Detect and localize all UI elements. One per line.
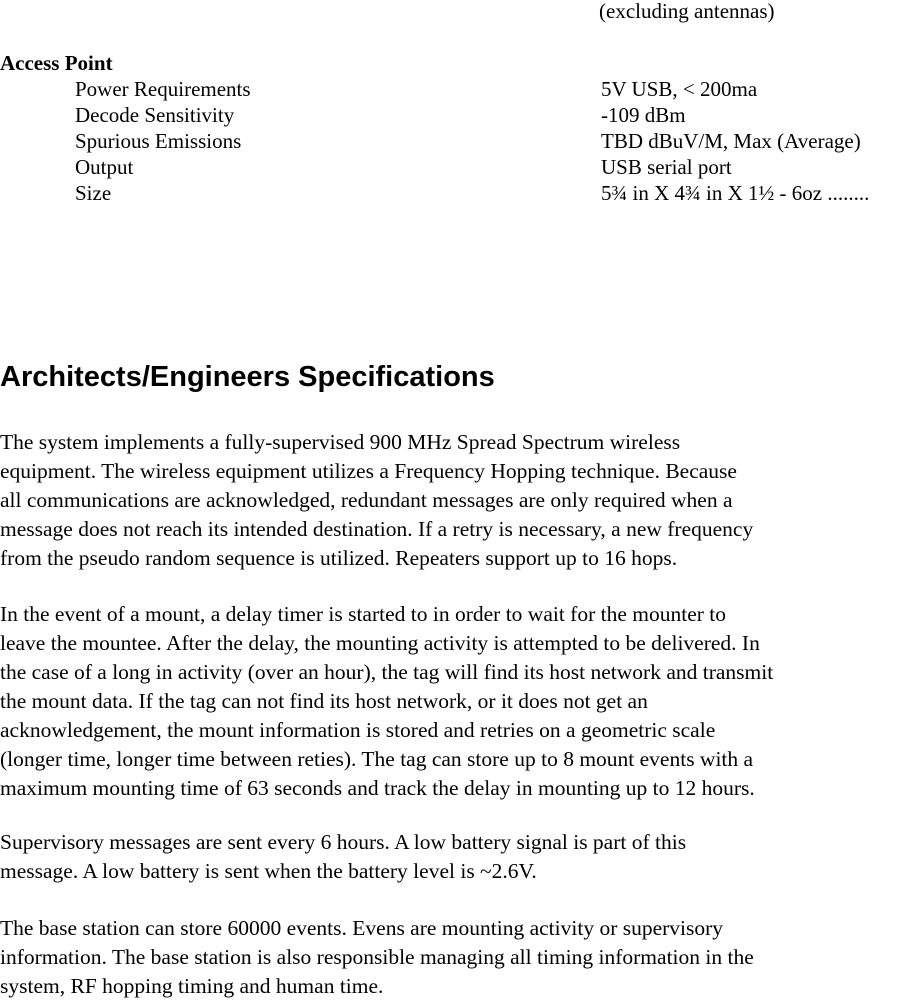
paragraph-line: leave the mountee. After the delay, the mounting activity is attempted to be delivered. In [0, 631, 760, 655]
access-point-heading: Access Point [0, 51, 113, 75]
paragraph-line: In the event of a mount, a delay timer is started to in order to wait for the mounter to [0, 602, 727, 626]
paragraph-line: the mount data. If the tag can not find its host network, or it does not get an [0, 689, 648, 713]
spec-row-emissions [0, 129, 898, 155]
paragraph-supervisory [0, 828, 898, 886]
spec-label: Power Requirements [75, 77, 251, 101]
paragraph-line: equipment. The wireless equipment utilizes a Frequency Hopping technique. Because [0, 459, 737, 483]
spec-value: TBD dBuV/M, Max (Average) [601, 129, 861, 153]
spec-value: USB serial port [601, 155, 732, 179]
paragraph-line: acknowledgement, the mount information is stored and retries on a geometric scale [0, 718, 716, 742]
paragraph-system [0, 428, 898, 573]
paragraph-base-station [0, 914, 898, 1001]
spec-label: Output [75, 155, 134, 179]
paragraph-line: Supervisory messages are sent every 6 hours. A low battery signal is part of this [0, 830, 687, 854]
spec-value: 5¾ in X 4¾ in X 1½ - 6oz ........ [601, 181, 870, 205]
spec-row-power [0, 77, 898, 103]
paragraph-line: message does not reach its intended destination. If a retry is necessary, a new frequency [0, 517, 754, 541]
spec-label: Size [75, 181, 112, 205]
spec-label: Spurious Emissions [75, 129, 242, 153]
antenna-note: (excluding antennas) [599, 0, 775, 23]
spec-label: Decode Sensitivity [75, 103, 235, 127]
paragraph-line: all communications are acknowledged, redundant messages are only required when a [0, 488, 733, 512]
paragraph-line: message. A low battery is sent when the battery level is ~2.6V. [0, 859, 537, 883]
paragraph-line: information. The base station is also responsible managing all timing information in the [0, 945, 754, 969]
paragraph-line: the case of a long in activity (over an hour), the tag will find its host network and transmit [0, 660, 774, 684]
paragraph-line: from the pseudo random sequence is utilized. Repeaters support up to 16 hops. [0, 546, 678, 570]
spec-value: 5V USB, < 200ma [601, 77, 758, 101]
paragraph-line: The system implements a fully-supervised 900 MHz Spread Spectrum wireless [0, 430, 681, 454]
spec-row-sensitivity [0, 103, 898, 129]
spec-value: -109 dBm [601, 103, 686, 127]
paragraph-line: The base station can store 60000 events. Evens are mounting activity or supervisory [0, 916, 724, 940]
paragraph-line: maximum mounting time of 63 seconds and track the delay in mounting up to 12 hours. [0, 776, 755, 800]
paragraph-mount [0, 600, 898, 803]
spec-row-output [0, 155, 898, 181]
paragraph-line: (longer time, longer time between reties). The tag can store up to 8 mount events with a [0, 747, 754, 771]
spec-row-size [0, 181, 898, 207]
architects-heading: Architects/Engineers Specifications [0, 361, 495, 393]
paragraph-line: system, RF hopping timing and human time. [0, 974, 384, 998]
